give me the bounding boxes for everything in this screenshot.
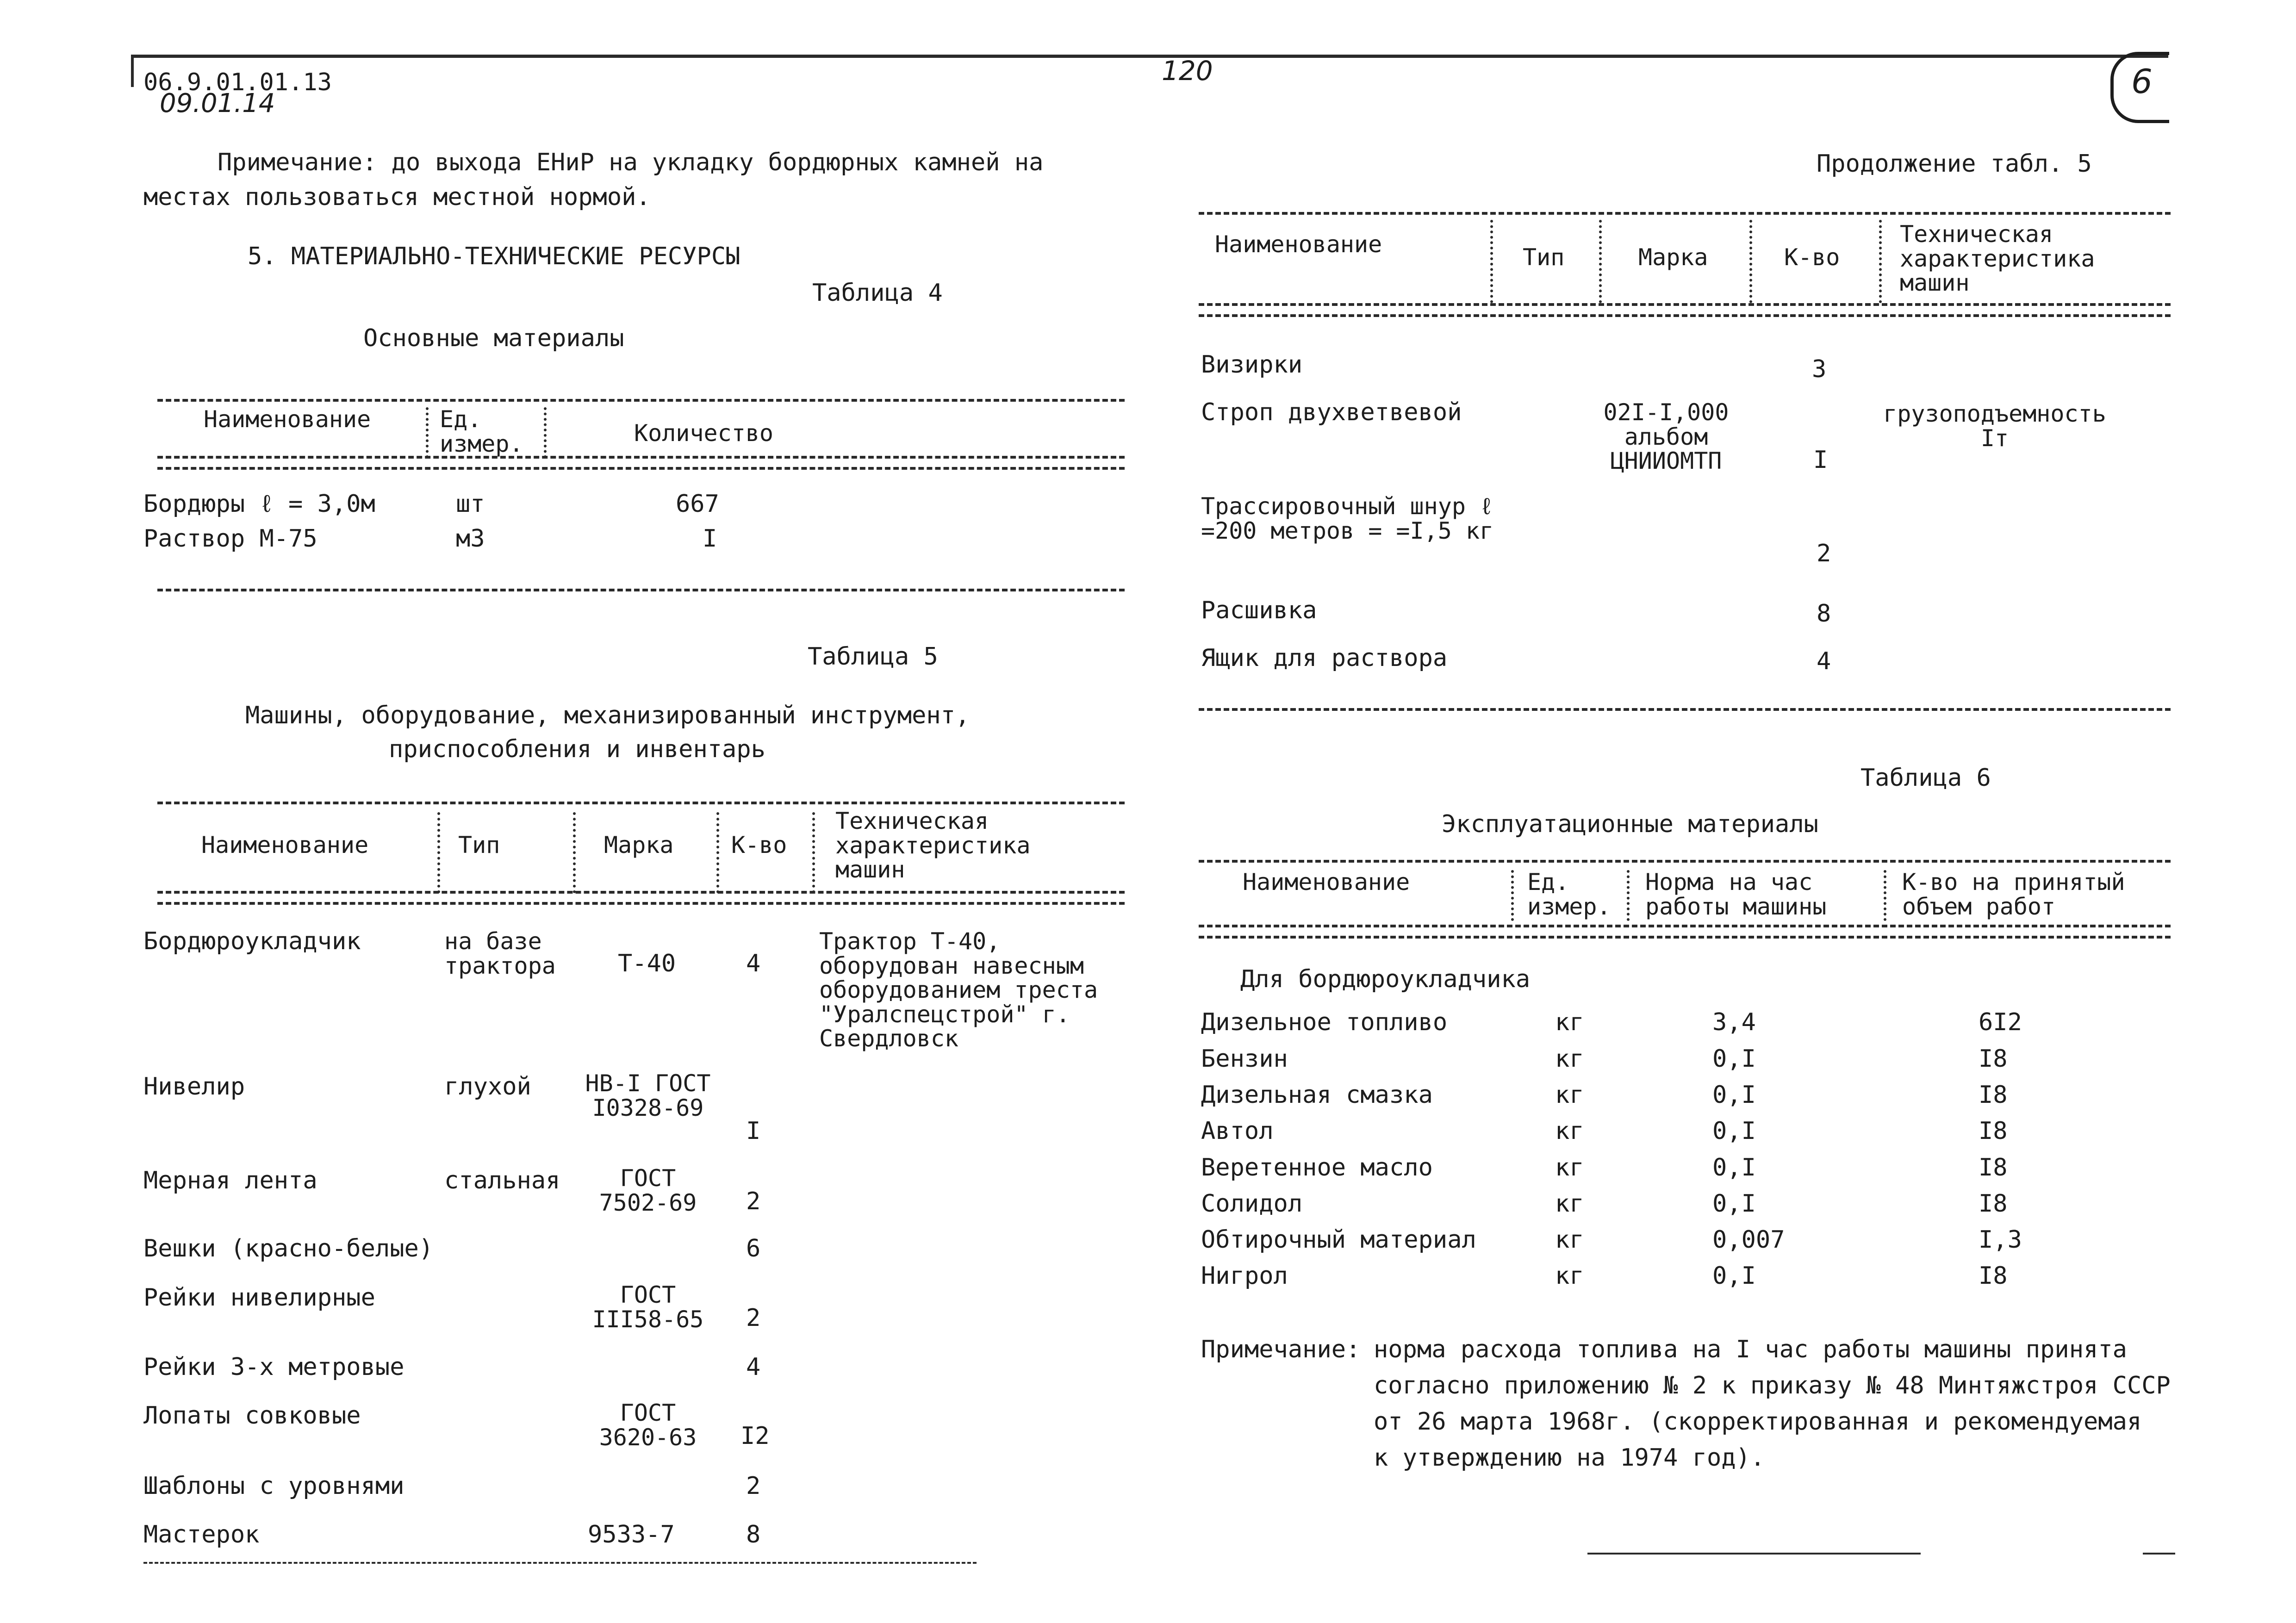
table4-header-name: Наименование: [204, 406, 371, 433]
table6-row-3-unit: кг: [1555, 1081, 1584, 1109]
table4-label: Таблица 4: [812, 279, 943, 307]
table5-label: Таблица 5: [808, 643, 938, 671]
table6-title: Эксплуатационные материалы: [1442, 810, 1818, 838]
table5-cont-header-type: Тип: [1523, 244, 1565, 271]
table4-title: Основные материалы: [363, 324, 624, 352]
table5-row-3-name: Мерная лента: [143, 1167, 317, 1194]
table6-row-5-norm: 0,I: [1712, 1154, 1756, 1181]
table5-cont-header-qty: К-во: [1784, 244, 1840, 271]
table5-cont-row-3-qty: 2: [1817, 540, 1831, 567]
table5-row-1-type: на базе трактора: [444, 928, 556, 979]
table5-col-sep-4: [812, 812, 815, 893]
table5-header-name: Наименование: [201, 832, 369, 858]
table4-bottom-rule: [157, 589, 1125, 591]
table6-row-3-norm: 0,I: [1712, 1081, 1756, 1109]
table4-header-rule: [157, 456, 1125, 470]
right-note-line-2: согласно приложению № 2 к приказу № 48 Минтяжстроя СССР: [1374, 1372, 2171, 1399]
table5-header-type: Тип: [458, 832, 500, 858]
table6-col-sep-1: [1511, 870, 1514, 921]
table6-row-1-unit: кг: [1555, 1008, 1584, 1036]
table4-col-sep-2: [544, 407, 547, 458]
left-frame-tick: [131, 55, 134, 87]
table5-cont-row-2-name: Строп двухветвевой: [1201, 398, 1462, 426]
note-line-1: Примечание: до выхода ЕНиР на укладку бордюрных камней на: [218, 149, 1044, 176]
table5-col-sep-3: [716, 812, 719, 893]
table4-row-2-qty: I: [703, 525, 717, 553]
table6-row-6-name: Солидол: [1201, 1190, 1303, 1218]
right-note-line-3: от 26 марта 1968г. (скорректированная и рекомендуемая: [1374, 1408, 2142, 1436]
table5-header-brand: Марка: [604, 832, 674, 858]
table6-row-4-qty: I8: [1979, 1117, 2008, 1145]
table4-col-sep-1: [426, 407, 429, 458]
table6-row-1-name: Дизельное топливо: [1201, 1008, 1448, 1036]
table5-cont-header-spec: Техническая характеристика машин: [1900, 221, 2095, 296]
table4-header-unit: Ед. измер.: [440, 406, 523, 457]
right-note-line-4: к утверждению на 1974 год).: [1374, 1444, 1765, 1472]
table4-row-1-qty: 667: [676, 490, 719, 518]
table4-top-rule: [157, 399, 1125, 402]
right-note-label: Примечание:: [1201, 1336, 1361, 1363]
table5-cont-row-4-qty: 8: [1817, 600, 1831, 628]
table5-row-2-type: глухой: [444, 1073, 531, 1101]
table5-cont-header-brand: Марка: [1638, 244, 1708, 271]
table5-row-9-name: Мастерок: [143, 1521, 260, 1548]
table6-col-sep-2: [1627, 870, 1630, 921]
table5-cont-col-sep-4: [1879, 220, 1882, 303]
table5-row-1-spec: Трактор Т-40, оборудован навесным оборудованием треста "Уралспецстрой" г. Свердловск: [819, 928, 1098, 1052]
table6-header-qty: К-во на принятый объем работ: [1902, 869, 2125, 920]
table6-header-unit: Ед. измер.: [1527, 869, 1611, 920]
table6-row-3-name: Дизельная смазка: [1201, 1081, 1433, 1109]
right-bottom-tick: [2143, 1553, 2175, 1555]
table5-row-3-qty: 2: [746, 1188, 761, 1215]
table6-col-sep-3: [1884, 870, 1886, 921]
top-frame-line: [132, 55, 2168, 58]
note-line-2: местах пользоваться местной нормой.: [143, 183, 651, 211]
table5-cont-row-5-name: Ящик для раствора: [1201, 644, 1448, 672]
table5-cont-row-4-name: Расшивка: [1201, 597, 1317, 624]
table6-row-2-name: Бензин: [1201, 1045, 1288, 1073]
table5-row-2-qty: I: [746, 1117, 761, 1145]
table6-header-name: Наименование: [1243, 869, 1410, 895]
table5-col-sep-1: [437, 812, 440, 893]
table5-row-8-name: Шаблоны с уровнями: [143, 1472, 404, 1500]
table5-row-8-qty: 2: [746, 1472, 761, 1500]
table5-row-1-name: Бордюроукладчик: [143, 927, 361, 955]
table5-cont-row-2-spec: грузоподъемность Iт: [1883, 400, 2106, 452]
left-bottom-rule: [143, 1562, 977, 1564]
table4-row-2-unit: м3: [456, 525, 485, 553]
table5-row-5-name: Рейки нивелирные: [143, 1284, 375, 1312]
table5-cont-col-sep-2: [1599, 220, 1602, 303]
table4-header-qty: Количество: [634, 420, 774, 447]
table5-cont-col-sep-1: [1490, 220, 1493, 303]
table5-header-spec: Техническая характеристика машин: [835, 808, 1031, 883]
table5-cont-row-3-name: Трассировочный шнур ℓ =200 метров = =I,5 кг: [1201, 493, 1494, 544]
right-note-line-1: норма расхода топлива на I час работы машины принята: [1374, 1336, 2127, 1363]
table6-row-7-norm: 0,007: [1712, 1226, 1785, 1254]
table5-row-3-type: стальная: [444, 1167, 560, 1194]
table5-cont-row-5-qty: 4: [1817, 647, 1831, 675]
table6-row-1-qty: 6I2: [1979, 1008, 2022, 1036]
table5-cont-row-1-qty: 3: [1812, 355, 1827, 383]
table6-row-6-unit: кг: [1555, 1190, 1584, 1218]
document-code: 06.9.01.01.13: [143, 68, 332, 96]
table6-header-rule: [1199, 925, 2171, 939]
table5-row-9-qty: 8: [746, 1521, 761, 1548]
table5-cont-top-rule: [1199, 212, 2171, 215]
table5-header-qty: К-во: [731, 832, 787, 858]
table5-row-1-brand: Т-40: [618, 950, 676, 977]
table5-cont-label: Продолжение табл. 5: [1817, 150, 2092, 178]
handwritten-code: 09.01.14: [160, 88, 275, 118]
table5-cont-row-2-qty: I: [1813, 446, 1828, 474]
table5-cont-row-1-name: Визирки: [1201, 351, 1303, 379]
table5-row-7-brand: ГОСТ 3620-63: [599, 1399, 697, 1451]
table5-row-4-name: Вешки (красно-белые): [143, 1235, 434, 1262]
table6-row-6-qty: I8: [1979, 1190, 2008, 1218]
table5-row-6-name: Рейки 3-х метровые: [143, 1353, 404, 1381]
table5-cont-row-2-brand: 02I-I,000 альбом ЦНИИОМТП: [1603, 399, 1729, 474]
table5-row-1-qty: 4: [746, 950, 761, 977]
table5-cont-bottom-rule: [1199, 708, 2171, 711]
table5-row-7-qty: I2: [740, 1422, 770, 1450]
table4-row-1-unit: шт: [456, 490, 485, 518]
table6-top-rule: [1199, 860, 2171, 863]
table5-col-sep-2: [573, 812, 576, 893]
table6-row-2-norm: 0,I: [1712, 1045, 1756, 1073]
table6-row-4-norm: 0,I: [1712, 1117, 1756, 1145]
table6-header-norm: Норма на час работы машины: [1645, 869, 1827, 920]
table5-title-line-1: Машины, оборудование, механизированный инструмент,: [245, 702, 970, 729]
table5-cont-header-name: Наименование: [1215, 231, 1382, 258]
table5-row-2-brand: НВ-I ГОСТ I0328-69: [585, 1070, 711, 1121]
table6-row-2-qty: I8: [1979, 1045, 2008, 1073]
table5-header-rule: [157, 891, 1125, 905]
table6-row-8-qty: I8: [1979, 1262, 2008, 1290]
table6-row-5-unit: кг: [1555, 1154, 1584, 1181]
table5-row-3-brand: ГОСТ 7502-69: [599, 1165, 697, 1216]
table6-row-7-qty: I,3: [1979, 1226, 2022, 1254]
table6-row-7-unit: кг: [1555, 1226, 1584, 1254]
page-number: 120: [1162, 55, 1213, 87]
table6-row-2-unit: кг: [1555, 1045, 1584, 1073]
table6-row-8-name: Нигрол: [1201, 1262, 1288, 1290]
table6-row-1-norm: 3,4: [1712, 1008, 1756, 1036]
right-bottom-rule: [1587, 1553, 1921, 1555]
table5-cont-col-sep-3: [1749, 220, 1752, 303]
table5-row-5-brand: ГОСТ III58-65: [592, 1281, 704, 1333]
table6-row-4-unit: кг: [1555, 1117, 1584, 1145]
table6-row-7-name: Обтирочный материал: [1201, 1226, 1476, 1254]
table6-row-4-name: Автол: [1201, 1117, 1274, 1145]
table5-top-rule: [157, 802, 1125, 804]
table6-row-8-norm: 0,I: [1712, 1262, 1756, 1290]
table6-row-6-norm: 0,I: [1712, 1190, 1756, 1218]
table5-title-line-2: приспособления и инвентарь: [389, 735, 765, 763]
table6-label: Таблица 6: [1860, 764, 1991, 792]
table6-row-3-qty: I8: [1979, 1081, 2008, 1109]
section-title: 5. МАТЕРИАЛЬНО-ТЕХНИЧЕСКИЕ РЕСУРСЫ: [248, 243, 740, 270]
table4-row-2-name: Раствор М-75: [143, 525, 317, 553]
table5-row-9-brand: 9533-7: [588, 1521, 675, 1548]
table6-row-5-qty: I8: [1979, 1154, 2008, 1181]
table6-group-label: Для бордюроукладчика: [1240, 965, 1531, 993]
table6-row-5-name: Веретенное масло: [1201, 1154, 1433, 1181]
sheet-number: 6: [2131, 62, 2153, 101]
table5-row-5-qty: 2: [746, 1304, 761, 1332]
table5-row-7-name: Лопаты совковые: [143, 1402, 361, 1430]
table5-row-4-qty: 6: [746, 1235, 761, 1262]
table6-row-8-unit: кг: [1555, 1262, 1584, 1290]
table4-row-1-name: Бордюры ℓ = 3,0м: [143, 490, 375, 518]
table5-cont-header-rule: [1199, 303, 2171, 317]
table5-row-2-name: Нивелир: [143, 1073, 245, 1101]
table5-row-6-qty: 4: [746, 1353, 761, 1381]
